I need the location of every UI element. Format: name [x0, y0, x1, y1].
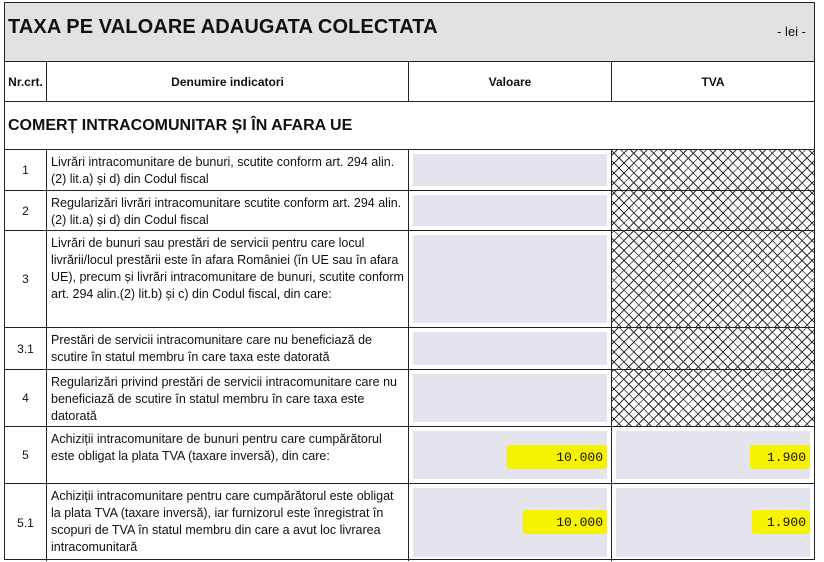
form-title: TAXA PE VALOARE ADAUGATA COLECTATA	[8, 16, 438, 38]
row-number: 1	[5, 150, 47, 190]
valoare-input[interactable]	[413, 332, 607, 365]
row-description: Regularizări privind prestări de servicii intracomunitare care nu beneficiază de scutire în statul membru în care taxa este datorată	[47, 370, 409, 426]
valoare-cell	[409, 427, 612, 483]
valoare-input[interactable]	[413, 154, 607, 186]
tva-value: 1.900	[752, 510, 810, 534]
table-row	[5, 328, 814, 370]
header-nr: Nr.crt.	[5, 62, 47, 101]
row-description: Achiziții intracomunitare pentru care cumpărătorul este obligat la plata TVA (taxare inversă), iar furnizorul este înregistrat în scopuri de TVA în statul membru din care a avut loc livrarea intracomunitară	[47, 484, 409, 561]
hatched-pattern	[612, 370, 814, 426]
valoare-input[interactable]	[413, 235, 607, 323]
title-bar	[5, 3, 814, 62]
hatched-pattern	[612, 328, 814, 369]
section-title: COMERȚ INTRACOMUNITAR ȘI ÎN AFARA UE	[5, 102, 814, 150]
valoare-cell	[409, 484, 612, 561]
header-valoare: Valoare	[409, 62, 612, 101]
currency-unit: - lei -	[777, 24, 806, 39]
row-number: 3	[5, 231, 47, 327]
valoare-cell	[409, 328, 612, 369]
hatched-pattern	[612, 191, 814, 230]
valoare-cell	[409, 191, 612, 230]
row-description: Livrări intracomunitare de bunuri, scutite conform art. 294 alin.(2) lit.a) și d) din Codul fiscal	[47, 150, 409, 190]
table-header	[5, 62, 814, 102]
valoare-input[interactable]	[413, 431, 607, 479]
tva-input[interactable]	[616, 431, 810, 479]
tva-input[interactable]	[616, 488, 810, 557]
row-number: 5	[5, 427, 47, 483]
valoare-value: 10.000	[523, 510, 607, 534]
table-row	[5, 484, 814, 561]
hatched-pattern	[612, 231, 814, 327]
table-row	[5, 370, 814, 427]
row-number: 2	[5, 191, 47, 230]
hatched-pattern	[612, 150, 814, 190]
row-description: Livrări de bunuri sau prestări de servicii pentru care locul livrării/locul prestării este în afara României (în UE sau în afara UE), precum și livrări intracomunitare de bunuri, scutite conform art. 294 alin.(2) lit.b) și c) din Codul fiscal, din care:	[47, 231, 409, 327]
valoare-cell	[409, 231, 612, 327]
tva-cell-disabled	[612, 231, 814, 327]
tva-cell-disabled	[612, 191, 814, 230]
valoare-input[interactable]	[413, 195, 607, 226]
valoare-input[interactable]	[413, 374, 607, 422]
tva-cell-disabled	[612, 328, 814, 369]
header-denumire: Denumire indicatori	[47, 62, 409, 101]
tva-cell	[612, 427, 814, 483]
tva-cell-disabled	[612, 150, 814, 190]
vat-form	[4, 2, 815, 560]
table-row	[5, 191, 814, 231]
header-tva: TVA	[701, 74, 725, 89]
row-number: 5.1	[5, 484, 47, 561]
row-description: Prestări de servicii intracomunitare care nu beneficiază de scutire în statul membru în care taxa este datorată	[47, 328, 409, 369]
tva-cell	[612, 484, 814, 561]
valoare-input[interactable]	[413, 488, 607, 557]
valoare-cell	[409, 370, 612, 426]
row-description: Regularizări livrări intracomunitare scutite conform art. 294 alin.(2) lit.a) și d) din Codul fiscal	[47, 191, 409, 230]
tva-cell-disabled	[612, 370, 814, 426]
valoare-cell	[409, 150, 612, 190]
tva-value: 1.900	[750, 445, 810, 469]
table-row	[5, 427, 814, 484]
row-number: 4	[5, 370, 47, 426]
table-row	[5, 150, 814, 191]
table-row	[5, 231, 814, 328]
row-description: Achiziții intracomunitare de bunuri pentru care cumpărătorul este obligat la plata TVA (taxare inversă), din care:	[47, 427, 409, 483]
valoare-value: 10.000	[507, 445, 607, 469]
row-number: 3.1	[5, 328, 47, 369]
